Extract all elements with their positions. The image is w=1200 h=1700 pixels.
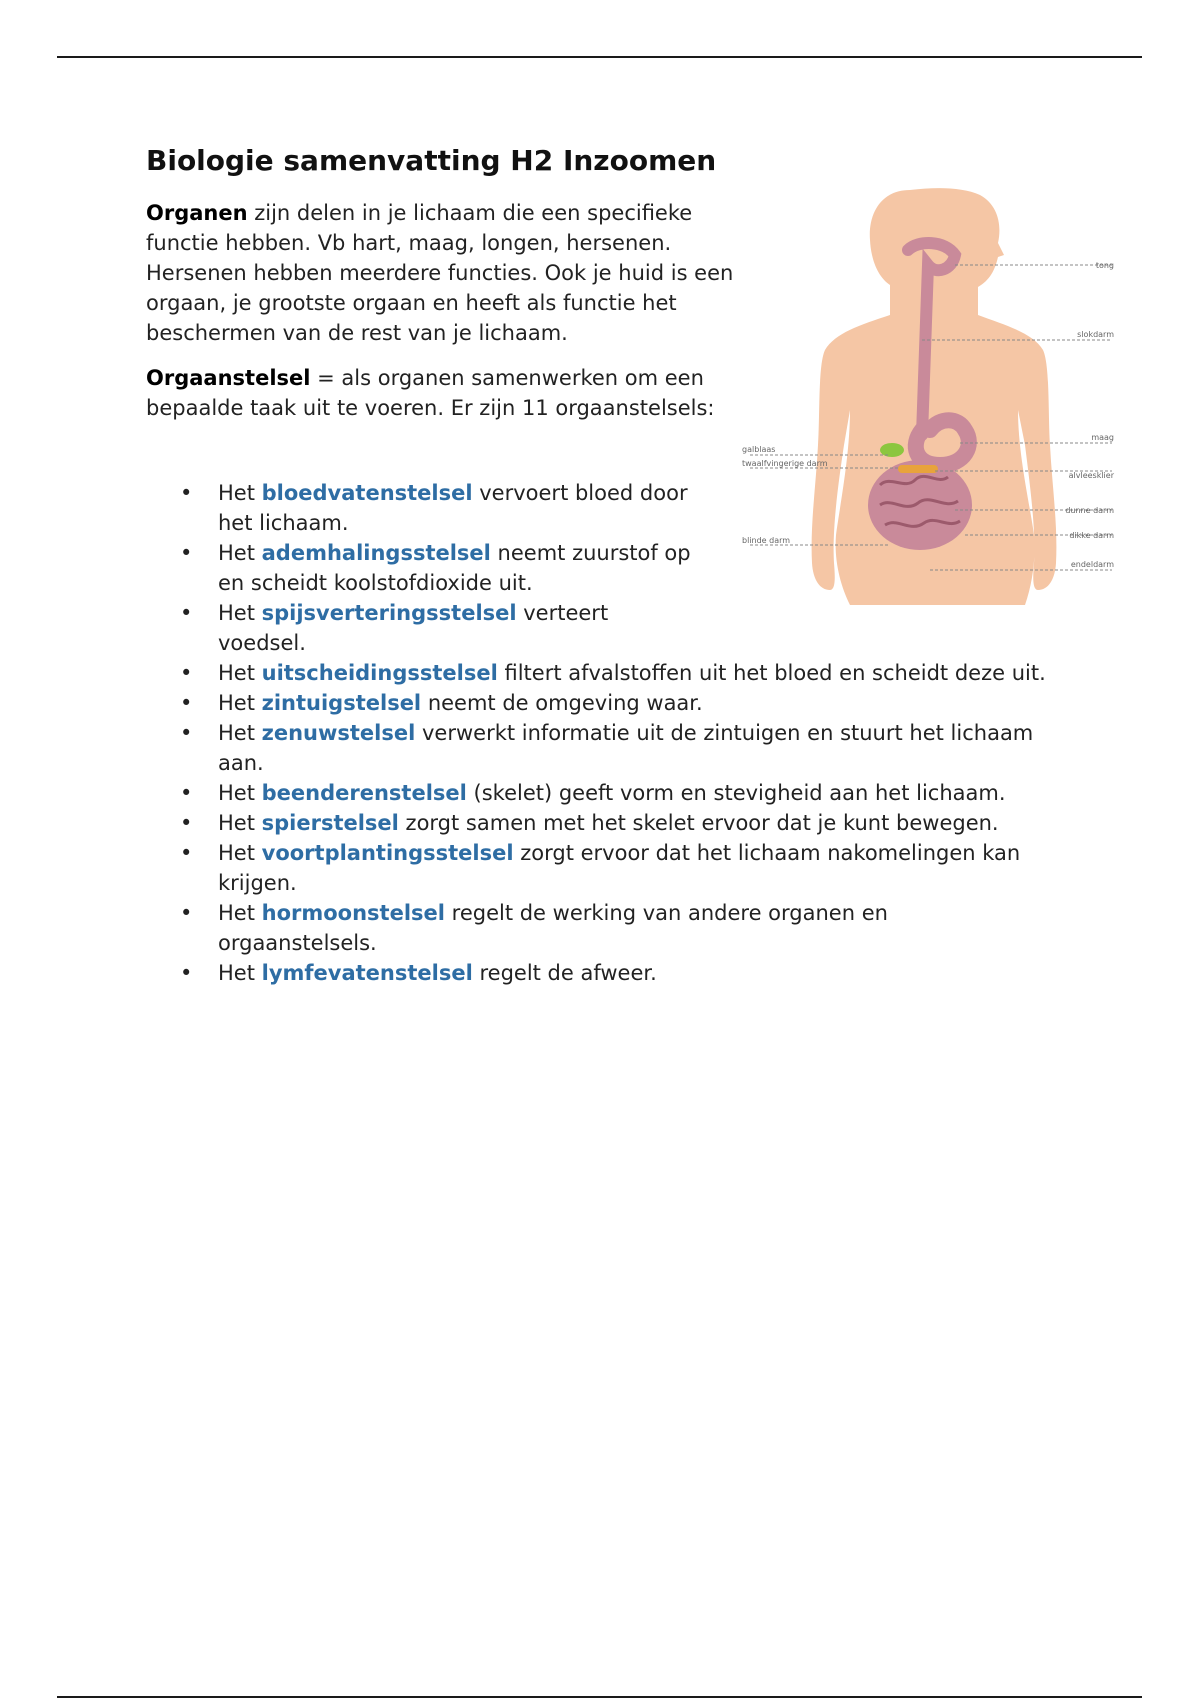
list-item-term: spierstelsel [261,811,399,835]
list-item-text: neemt de omgeving waar. [421,691,703,715]
list-item-text: vervoert bloed door het lichaam. [218,481,688,535]
list-item-text: zorgt ervoor dat het lichaam nakomelingen kan krijgen. [218,841,1021,895]
list-item [146,958,1066,988]
list-item-prefix: Het [218,481,262,505]
label-blinde-darm: blinde darm [742,536,791,545]
gallbladder-shape [880,443,904,457]
list-item-term: hormoonstelsel [261,901,445,925]
list-item-prefix: Het [218,601,262,625]
list-item-term: spijsverteringsstelsel [261,601,517,625]
paragraph-orgaanstelsel-text: = als organen samenwerken om een bepaalde taak uit te voeren. Er zijn 11 orgaanstelsels: [146,366,715,420]
header-rule [57,56,1142,58]
list-item-prefix: Het [218,841,262,865]
list-item-text: zorgt samen met het skelet ervoor dat je kunt bewegen. [398,811,999,835]
list-item-prefix: Het [218,811,262,835]
list-item-term: voortplantingsstelsel [261,841,514,865]
page-title: Biologie samenvatting H2 Inzoomen [146,144,717,177]
list-item-prefix: Het [218,781,262,805]
list-item-text: verwerkt informatie uit de zintuigen en stuurt het lichaam aan. [218,721,1034,775]
label-mond: tong [1095,261,1114,270]
list-item [146,538,718,598]
list-item [146,898,1008,958]
list-item-text: regelt de afweer. [472,961,657,985]
paragraph-orgaanstelsel [146,363,736,423]
label-alvleesklier: alvleesklier [1068,471,1114,480]
list-item-term: lymfevatenstelsel [261,961,473,985]
list-item [146,598,648,658]
digestive-system-figure [740,185,1120,605]
label-maag: maag [1091,433,1114,442]
list-item [146,478,718,538]
list-item-text: verteert voedsel. [218,601,609,655]
list-item-prefix: Het [218,661,262,685]
list-item-term: beenderenstelsel [261,781,467,805]
footer-rule [57,1696,1142,1698]
label-slokdarm: slokdarm [1077,330,1114,339]
list-item-prefix: Het [218,721,262,745]
list-item [146,688,1066,718]
label-endeldarm: endeldarm [1070,560,1114,569]
list-item [146,718,1038,778]
list-item [146,808,1066,838]
label-galblaas: galblaas [742,445,776,454]
list-item-prefix: Het [218,541,262,565]
list-item-term: zenuwstelsel [261,721,416,745]
label-dunne-darm: dunne darm [1065,506,1114,515]
list-item [146,838,1068,898]
list-item-text: neemt zuurstof op en scheidt koolstofdioxide uit. [218,541,691,595]
list-item-text: filtert afvalstoffen uit het bloed en scheidt deze uit. [497,661,1046,685]
paragraph-organen [146,198,736,348]
term-organen: Organen [146,201,248,225]
list-item-term: uitscheidingsstelsel [261,661,498,685]
label-dikke-darm: dikke darm [1069,531,1114,540]
pancreas-shape [898,465,938,473]
list-item-text: regelt de werking van andere organen en orgaanstelsels. [218,901,888,955]
list-item-text: (skelet) geeft vorm en stevigheid aan het lichaam. [466,781,1006,805]
list-item-term: zintuigstelsel [261,691,422,715]
list-item-prefix: Het [218,901,262,925]
paragraph-organen-text: zijn delen in je lichaam die een specifieke functie hebben. Vb hart, maag, longen, hersenen. Hersenen hebben meerdere functies. Ook je huid is een orgaan, je grootste orgaan en heeft als functie het beschermen van de rest van je lichaam. [146,201,734,345]
list-item-prefix: Het [218,961,262,985]
list-item-prefix: Het [218,691,262,715]
label-twaalfvingerige-darm: twaalfvingerige darm [742,459,828,468]
list-item [146,778,1066,808]
list-item [146,658,1066,688]
list-item-term: bloedvatenstelsel [261,481,473,505]
list-item-term: ademhalingsstelsel [261,541,491,565]
term-orgaanstelsel: Orgaanstelsel [146,366,311,390]
